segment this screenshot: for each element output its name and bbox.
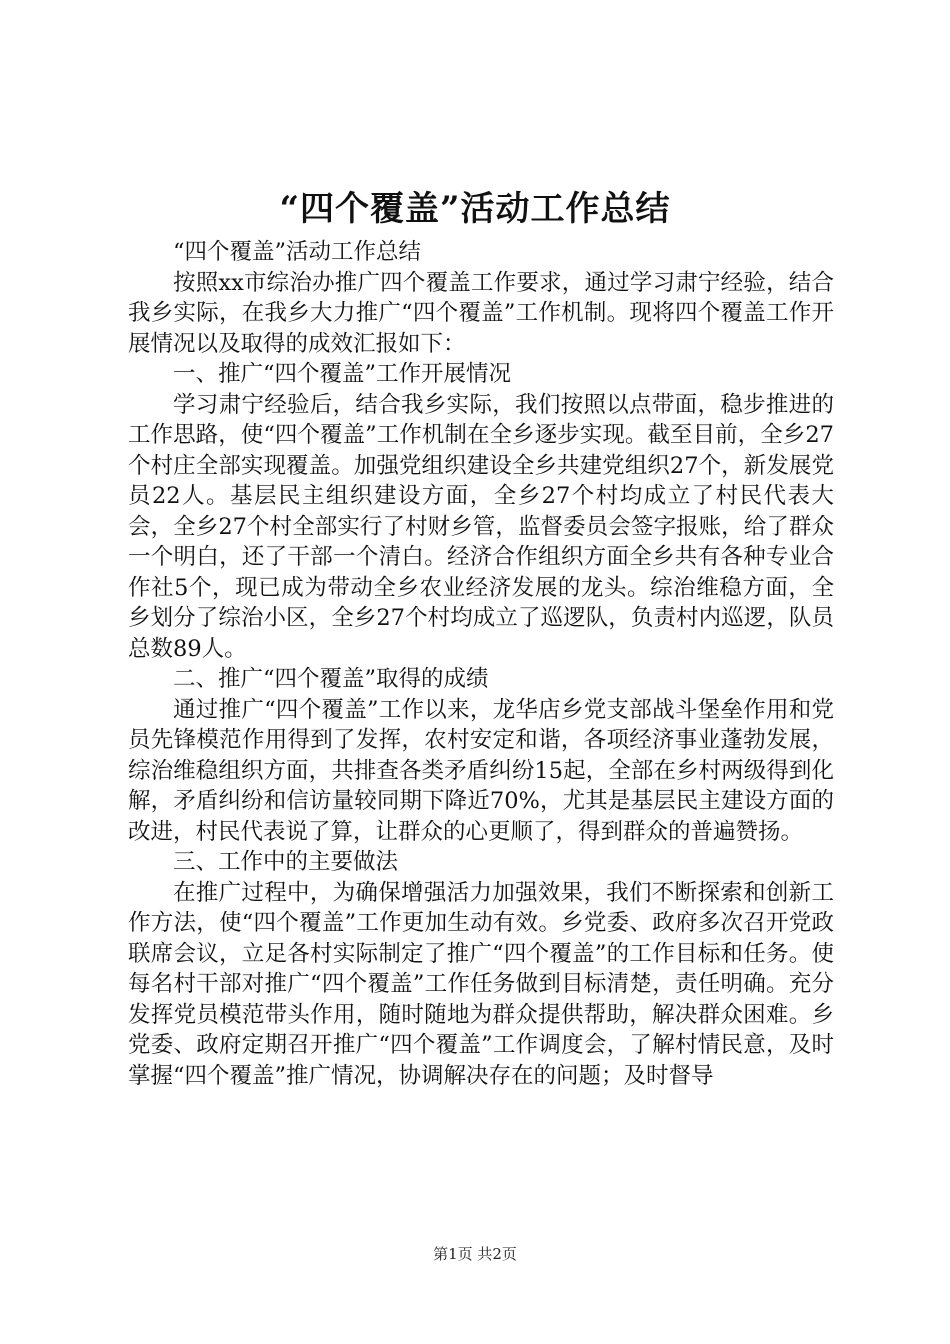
paragraph-section-3: 在推广过程中，为确保增强活力加强效果，我们不断探索和创新工作方法，使“四个覆盖”工作更加生动有效。乡党委、政府多次召开党政联席会议，立足各村实际制定了推广“四个覆盖”的工作目标和任务。使每名村干部对推广“四个覆盖”工作任务做到目标清楚，责任明确。充分发挥党员模范带头作用，随时随地为群众提供帮助，解决群众困难。乡党委、政府定期召开推广“四个覆盖”工作调度会，了解村情民意，及时掌握“四个覆盖”推广情况，协调解决存在的问题；及时督导: [128, 879, 834, 1089]
paragraph-section-1: 学习肃宁经验后，结合我乡实际，我们按照以点带面，稳步推进的工作思路，使“四个覆盖”工作机制在全乡逐步实现。截至目前，全乡27个村庄全部实现覆盖。加强党组织建设全乡共建党组织27个，新发展党员22人。基层民主组织建设方面，全乡27个村均成立了村民代表大会，全乡27个村全部实行了村财乡管，监督委员会签字报账，给了群众一个明白，还了干部一个清白。经济合作组织方面全乡共有各种专业合作社5个，现已成为带动全乡农业经济发展的龙头。综治维稳方面，全乡划分了综治小区，全乡27个村均成立了巡逻队，负责村内巡逻，队员总数89人。: [128, 391, 834, 662]
page-number-footer: 第1页 共2页: [433, 1245, 517, 1263]
document-body: [128, 237, 834, 1091]
document-title: “四个覆盖”活动工作总结: [279, 189, 671, 229]
section-heading-3: 三、工作中的主要做法: [173, 849, 399, 875]
paragraph-section-2: 通过推广“四个覆盖”工作以来，龙华店乡党支部战斗堡垒作用和党员先锋模范作用得到了发挥，农村安定和谐，各项经济事业蓬勃发展，综治维稳组织方面，共排查各类矛盾纠纷15起，全部在乡村两级得到化解，矛盾纠纷和信访量较同期下降近70%，尤其是基层民主建设方面的改进，村民代表说了算，让群众的心更顺了，得到群众的普遍赞扬。: [128, 696, 834, 845]
paragraph-intro: 按照xx市综治办推广四个覆盖工作要求，通过学习肃宁经验，结合我乡实际，在我乡大力推广“四个覆盖”工作机制。现将四个覆盖工作开展情况以及取得的成效汇报如下：: [128, 269, 834, 357]
section-heading-1: 一、推广“四个覆盖”工作开展情况: [173, 361, 512, 387]
paragraph-subtitle: “四个覆盖”活动工作总结: [173, 239, 422, 265]
section-heading-2: 二、推广“四个覆盖”取得的成绩: [173, 666, 489, 692]
